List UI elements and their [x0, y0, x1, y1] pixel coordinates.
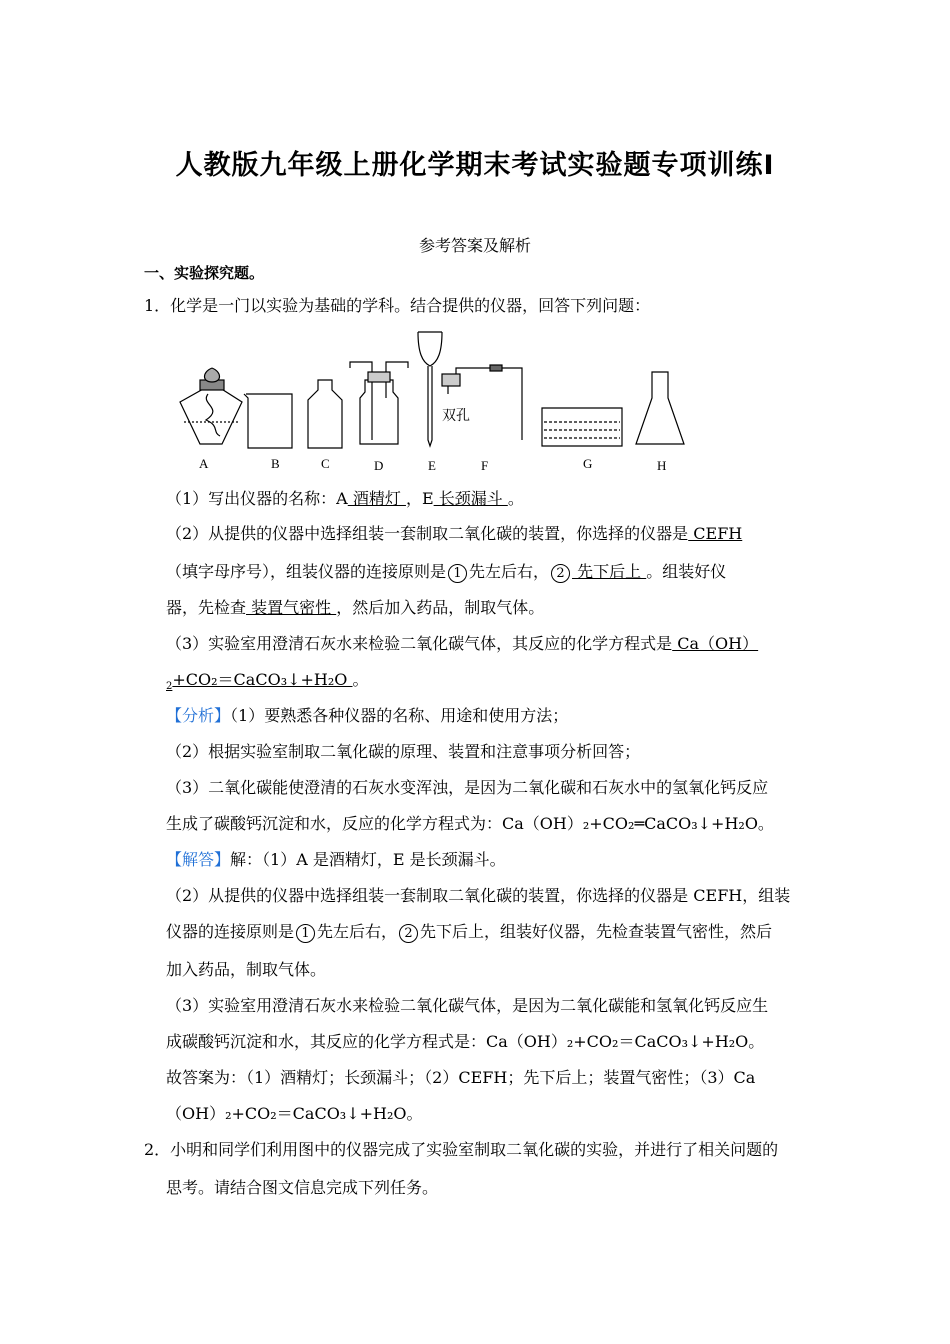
analysis-line4: 生成了碳酸钙沉淀和水，反应的化学方程式为：Ca（OH）₂+CO₂═CaCO₃↓+H₂O。	[166, 814, 774, 833]
q1-part2-line3: 器，先检查 装置气密性 ，然后加入药品，制取气体。	[166, 598, 545, 617]
q1-part2-line2: （填字母序号），组装仪器的连接原则是 1 先左后右， 2 先下后上 。组装好仪	[166, 562, 727, 581]
q1-part3-line2: $_2$+CO₂＝CaCO₃↓+H₂O 。	[166, 670, 369, 693]
conical-flask-icon	[636, 372, 684, 444]
solution-line2: （2）从提供的仪器中选择组装一套制取二氧化碳的装置，你选择的仪器是 CEFH，组装	[166, 886, 791, 905]
solution-line7: 故答案为：（1）酒精灯；长颈漏斗；（2）CEFH；先下后上；装置气密性；（3）Ca	[166, 1068, 756, 1087]
label-f: F	[481, 458, 489, 473]
reagent-bottle-icon	[308, 380, 342, 448]
solution-line8: （OH）₂+CO₂＝CaCO₃↓+H₂O。	[166, 1104, 423, 1123]
solution-line4: 加入药品，制取气体。	[166, 960, 327, 979]
q1-part2: （2）从提供的仪器中选择组装一套制取二氧化碳的装置，你选择的仪器是 CEFH	[166, 524, 743, 543]
q1-stem: 1．化学是一门以实验为基础的学科。结合提供的仪器，回答下列问题：	[144, 296, 651, 315]
page-title: 人教版九年级上册化学期末考试实验题专项训练Ⅰ	[175, 150, 775, 181]
solution-line1: 【解答】解：（1）A 是酒精灯，E 是长颈漏斗。	[166, 850, 506, 869]
solution-line3: 仪器的连接原则是 1 先左后右， 2 先下后上，组装好仪器，先检查装置气密性，然后	[166, 922, 773, 941]
label-a: A	[199, 456, 209, 471]
page-subtitle: 参考答案及解析	[418, 236, 531, 255]
apparatus-figure	[160, 322, 700, 450]
q1-part1: （1）写出仪器的名称：A 酒精灯 ，E 长颈漏斗 。	[166, 489, 524, 508]
long-neck-funnel-icon	[418, 332, 442, 446]
beaker-icon	[244, 394, 292, 448]
q2-stem-line1: 2．小明和同学们利用图中的仪器完成了实验室制取二氧化碳的实验，并进行了相关问题的	[144, 1140, 779, 1159]
double-hole-stopper-icon	[442, 365, 522, 440]
label-b: B	[271, 456, 280, 471]
analysis-line1: 【分析】（1）要熟悉各种仪器的名称、用途和使用方法；	[166, 706, 569, 725]
solution-line6: 成碳酸钙沉淀和水，其反应的化学方程式是：Ca（OH）₂+CO₂＝CaCO₃↓+H₂O。	[166, 1032, 765, 1051]
analysis-line3: （3）二氧化碳能使澄清的石灰水变浑浊，是因为二氧化碳和石灰水中的氢氧化钙反应	[166, 778, 769, 797]
label-g: G	[583, 456, 593, 471]
label-h: H	[657, 458, 667, 473]
gas-washing-bottle-icon	[350, 362, 408, 444]
alcohol-lamp-icon	[180, 368, 242, 444]
section-heading: 一、实验探究题。	[144, 264, 265, 282]
analysis-tag: 【分析】	[166, 706, 231, 725]
label-d: D	[374, 458, 384, 473]
q2-stem-line2: 思考。请结合图文信息完成下列任务。	[166, 1178, 439, 1197]
analysis-line2: （2）根据实验室制取二氧化碳的原理、装置和注意事项分析回答；	[166, 742, 641, 761]
water-trough-icon	[542, 408, 622, 446]
label-c: C	[321, 456, 330, 471]
answer-tag: 【解答】	[166, 850, 231, 869]
double-hole-label: 双孔	[442, 408, 470, 424]
solution-line5: （3）实验室用澄清石灰水来检验二氧化碳气体，是因为二氧化碳能和氢氧化钙反应生	[166, 996, 769, 1015]
label-e: E	[428, 458, 436, 473]
q1-part3: （3）实验室用澄清石灰水来检验二氧化碳气体，其反应的化学方程式是 Ca（OH）	[166, 634, 759, 653]
